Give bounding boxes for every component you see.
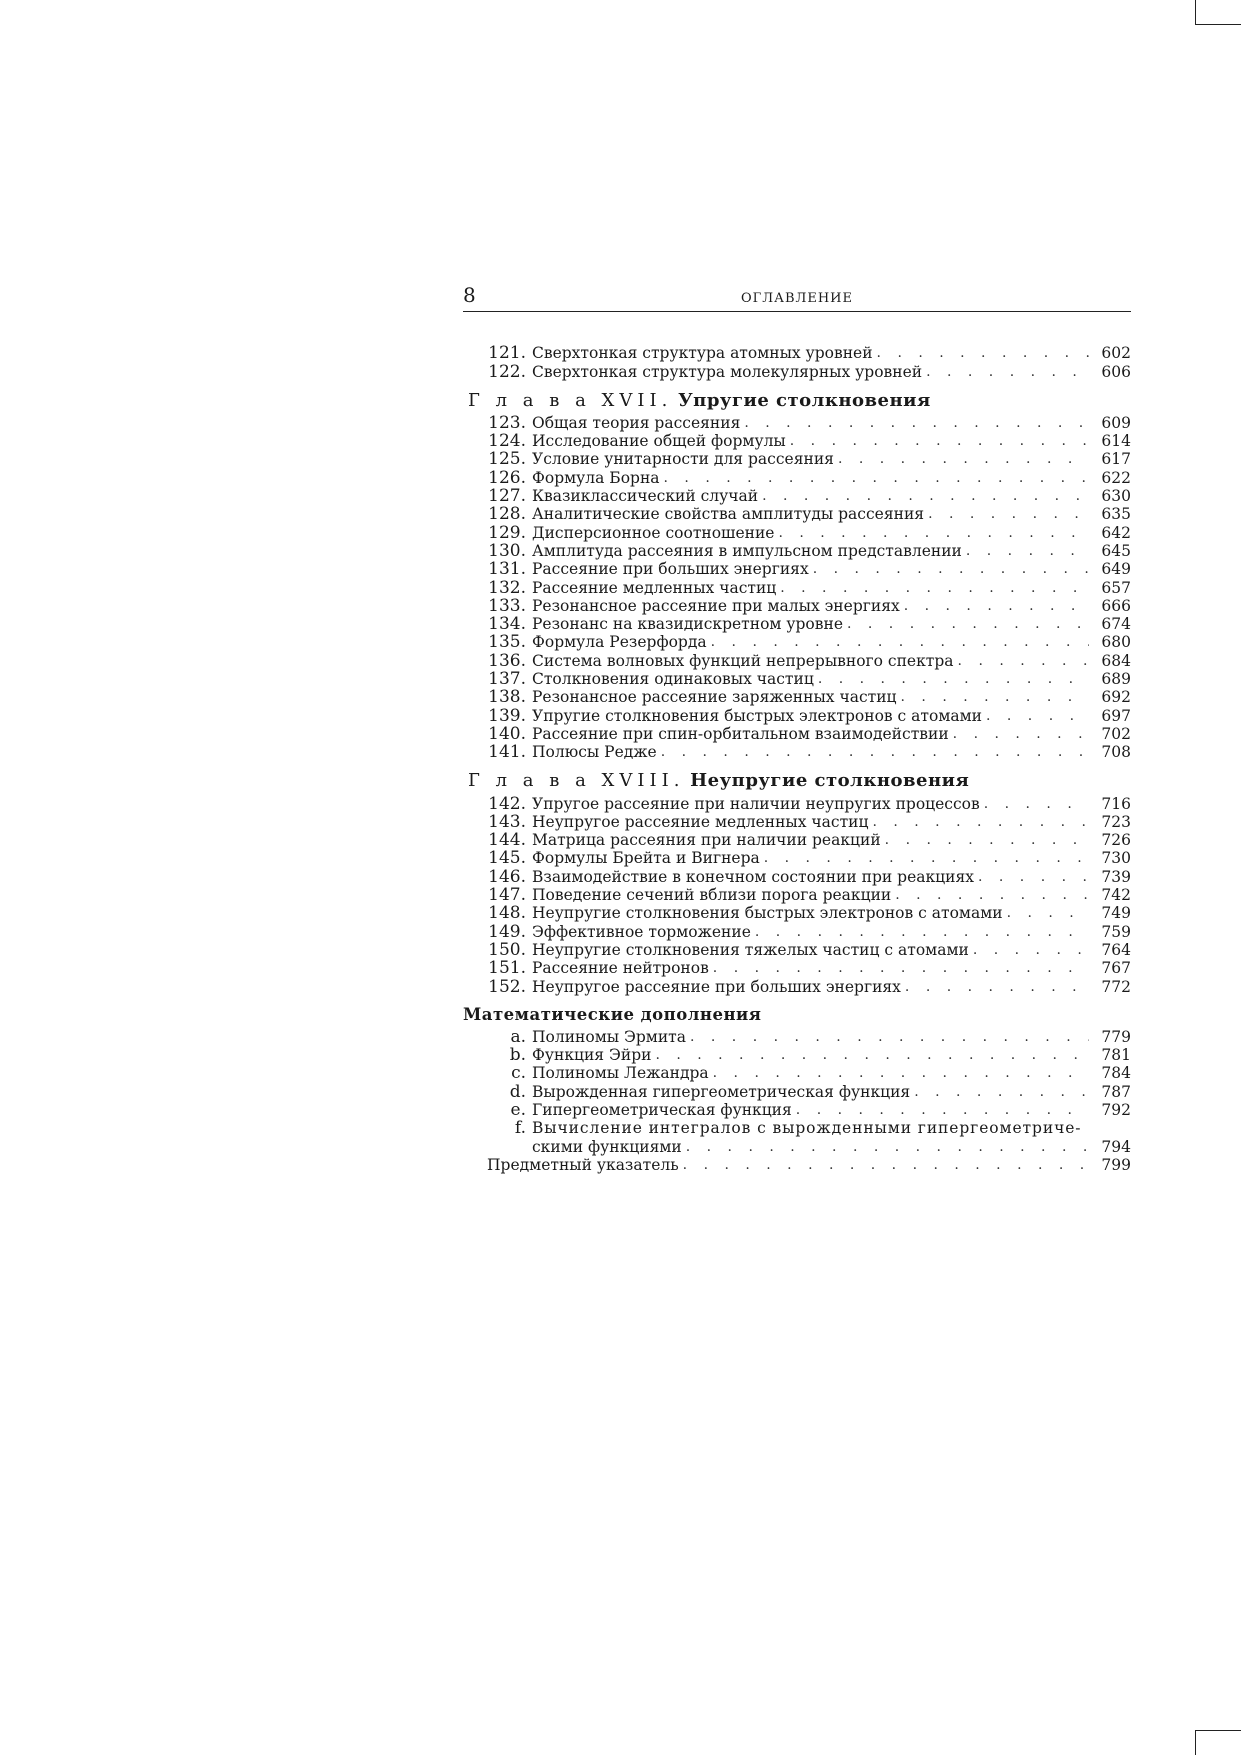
entry-title: Рассеяние медленных частиц <box>532 578 777 597</box>
crop-mark-bottom-horizontal <box>1195 1730 1241 1731</box>
toc-entry[interactable] <box>463 542 1131 560</box>
entry-page: 799 <box>1101 1155 1131 1174</box>
dot-leader <box>905 978 1089 996</box>
entry-title: Условие унитарности для рассеяния <box>532 450 834 469</box>
entry-page: 657 <box>1101 578 1131 597</box>
crop-mark-top-horizontal <box>1195 24 1241 25</box>
toc-entry[interactable] <box>463 487 1131 505</box>
entry-title: Гипергеометрическая функция <box>532 1100 792 1119</box>
toc-entry[interactable] <box>463 725 1131 743</box>
toc-entry[interactable] <box>463 922 1131 940</box>
entry-title: Взаимодействие в конечном состоянии при реакциях <box>532 867 974 886</box>
entry-title: Функция Эйри <box>532 1046 652 1065</box>
dot-leader <box>978 868 1089 886</box>
chapter-label: Г л а в а XVII. <box>468 389 673 411</box>
toc-entry[interactable] <box>463 941 1131 959</box>
entry-number: 152. <box>488 976 526 997</box>
dot-leader <box>686 1138 1089 1156</box>
page-number: 8 <box>463 283 476 307</box>
entry-page: 749 <box>1101 904 1131 923</box>
entry-page: 781 <box>1101 1046 1131 1065</box>
toc-entry[interactable] <box>463 615 1131 633</box>
entry-page: 649 <box>1101 560 1131 579</box>
entry-number: 146. <box>488 866 526 887</box>
toc-entry[interactable] <box>463 688 1131 706</box>
entry-number: 147. <box>488 885 526 906</box>
toc-entry[interactable] <box>463 1119 1131 1137</box>
entry-title: Резонансное рассеяние при малых энергиях <box>532 596 900 615</box>
entry-page: 614 <box>1101 432 1131 451</box>
dot-leader <box>958 652 1089 670</box>
entry-title: Система волновых функций непрерывного спектра <box>532 651 954 670</box>
entry-page: 794 <box>1101 1137 1131 1156</box>
dot-leader <box>904 597 1089 615</box>
toc-entry[interactable] <box>463 743 1131 761</box>
entry-number: 144. <box>488 830 526 851</box>
dot-leader <box>796 1101 1089 1119</box>
entry-title: Аналитические свойства амплитуды рассеяния <box>532 505 925 524</box>
entry-title: Рассеяние нейтронов <box>532 959 709 978</box>
entry-page: 787 <box>1101 1082 1131 1101</box>
entry-title: скими функциями <box>532 1137 682 1156</box>
entry-title: Предметный указатель <box>487 1155 679 1174</box>
dot-leader <box>713 959 1089 977</box>
toc-entry[interactable] <box>463 1028 1131 1046</box>
toc-entry[interactable] <box>463 977 1131 995</box>
entry-title: Поведение сечений вблизи порога реакции <box>532 886 892 905</box>
entry-number: 138. <box>488 687 526 708</box>
entry-title: Неупругое рассеяние при больших энергиях <box>532 977 901 996</box>
entry-page: 697 <box>1101 706 1131 725</box>
entry-number: 130. <box>488 540 526 561</box>
toc-entry[interactable] <box>463 468 1131 486</box>
entry-number: 123. <box>488 412 526 433</box>
entry-page: 742 <box>1101 886 1131 905</box>
entry-number: 129. <box>488 522 526 543</box>
entry-number: 139. <box>488 705 526 726</box>
toc-entry[interactable] <box>463 849 1131 867</box>
toc-entry[interactable] <box>463 670 1131 688</box>
crop-mark-top-vertical <box>1195 0 1196 24</box>
entry-number: 142. <box>488 793 526 814</box>
dot-leader <box>762 487 1089 505</box>
entry-page: 642 <box>1101 523 1131 542</box>
toc-entry[interactable] <box>463 651 1131 669</box>
dot-leader <box>655 1046 1089 1064</box>
entry-number: a. <box>510 1026 526 1047</box>
table-of-contents <box>463 344 1131 996</box>
appendix-list <box>463 1028 1131 1156</box>
entry-number: 127. <box>488 486 526 507</box>
dot-leader <box>1007 904 1089 922</box>
entry-title: Эффективное торможение <box>532 922 751 941</box>
entry-page: 684 <box>1101 651 1131 670</box>
entry-page: 635 <box>1101 505 1131 524</box>
dot-leader <box>713 1064 1089 1082</box>
dot-leader <box>838 450 1089 468</box>
toc-entry[interactable] <box>463 523 1131 541</box>
entry-page: 739 <box>1101 867 1131 886</box>
entry-number: 145. <box>488 848 526 869</box>
dot-leader <box>790 432 1089 450</box>
entry-page: 630 <box>1101 487 1131 506</box>
entry-number: 136. <box>488 650 526 671</box>
entry-title: Рассеяние при спин-орбитальном взаимодействии <box>532 724 949 743</box>
entry-number: 141. <box>488 742 526 763</box>
entry-title: Общая теория рассеяния <box>532 413 741 432</box>
entry-number: 122. <box>488 361 526 382</box>
entry-number: 126. <box>488 467 526 488</box>
dot-leader <box>914 1083 1089 1101</box>
entry-page: 779 <box>1101 1027 1131 1046</box>
toc-entry[interactable] <box>463 1137 1131 1155</box>
entry-page: 772 <box>1101 977 1131 996</box>
entry-page: 645 <box>1101 541 1131 560</box>
entry-page: 767 <box>1101 959 1131 978</box>
entry-title: Рассеяние при больших энергиях <box>532 560 809 579</box>
entry-title: Резонанс на квазидискретном уровне <box>532 615 843 634</box>
entry-page: 692 <box>1101 688 1131 707</box>
entry-number: b. <box>509 1045 526 1066</box>
toc-entry[interactable] <box>463 1046 1131 1064</box>
toc-entry[interactable] <box>463 1082 1131 1100</box>
toc-entry[interactable] <box>463 1064 1131 1082</box>
chapter-title: Неупругие столкновения <box>690 770 970 792</box>
toc-entry[interactable] <box>463 706 1131 724</box>
entry-number: 125. <box>488 449 526 470</box>
dot-leader <box>847 615 1089 633</box>
entry-page: 606 <box>1101 362 1131 381</box>
entry-page: 666 <box>1101 596 1131 615</box>
toc-entry[interactable] <box>463 813 1131 831</box>
entry-number: 151. <box>488 958 526 979</box>
dot-leader <box>953 725 1089 743</box>
dot-leader <box>683 1156 1089 1174</box>
dot-leader <box>711 633 1089 651</box>
entry-number: 140. <box>488 723 526 744</box>
chapter-title: Упругие столкновения <box>678 389 931 411</box>
toc-entry[interactable] <box>463 867 1131 885</box>
dot-leader <box>895 886 1089 904</box>
entry-title: Неупругое рассеяние медленных частиц <box>532 812 869 831</box>
entry-page: 764 <box>1101 940 1131 959</box>
toc-entry[interactable] <box>463 1101 1131 1119</box>
entry-title: Сверхтонкая структура атомных уровней <box>532 344 873 363</box>
dot-leader <box>986 707 1089 725</box>
dot-leader <box>928 505 1089 523</box>
toc-entry[interactable] <box>463 794 1131 812</box>
entry-page: 674 <box>1101 615 1131 634</box>
entry-title: Исследование общей формулы <box>532 432 786 451</box>
dot-leader <box>966 542 1089 560</box>
entry-page: 680 <box>1101 633 1131 652</box>
entry-number: 131. <box>488 559 526 580</box>
chapter-heading <box>468 387 1131 414</box>
toc-entry[interactable] <box>463 362 1131 380</box>
dot-leader <box>780 579 1089 597</box>
crop-mark-bottom-vertical <box>1195 1730 1196 1755</box>
toc-entry[interactable] <box>463 886 1131 904</box>
entry-page: 708 <box>1101 743 1131 762</box>
chapter-heading <box>468 767 1131 794</box>
toc-entry[interactable] <box>463 344 1131 362</box>
toc-entry[interactable] <box>463 959 1131 977</box>
entry-number: 143. <box>488 811 526 832</box>
entry-title: Матрица рассеяния при наличии реакций <box>532 831 881 850</box>
entry-title: Формула Борна <box>532 468 660 487</box>
entry-page: 723 <box>1101 812 1131 831</box>
toc-entry[interactable] <box>463 432 1131 450</box>
entry-page: 730 <box>1101 849 1131 868</box>
entry-title: Квазиклассический случай <box>532 487 759 506</box>
entry-page: 792 <box>1101 1100 1131 1119</box>
toc-entry[interactable] <box>463 560 1131 578</box>
entry-page: 759 <box>1101 922 1131 941</box>
entry-number: 148. <box>488 903 526 924</box>
entry-title: Полюсы Редже <box>532 743 657 762</box>
dot-leader <box>813 560 1089 578</box>
entry-number: 121. <box>488 343 526 364</box>
toc-page <box>463 283 1131 1174</box>
entry-title: Формулы Брейта и Вигнера <box>532 849 760 868</box>
entry-number: c. <box>511 1063 526 1084</box>
page-header <box>463 283 1131 312</box>
entry-page: 622 <box>1101 468 1131 487</box>
entry-title: Неупругие столкновения быстрых электронов с атомами <box>532 904 1003 923</box>
toc-entry-index[interactable] <box>463 1156 1131 1174</box>
dot-leader <box>664 469 1089 487</box>
entry-title: Столкновения одинаковых частиц <box>532 670 814 689</box>
toc-entry[interactable] <box>463 831 1131 849</box>
toc-entry[interactable] <box>463 597 1131 615</box>
entry-page: 716 <box>1101 794 1131 813</box>
entry-page: 702 <box>1101 724 1131 743</box>
entry-title: Амплитуда рассеяния в импульсном представлении <box>532 541 962 560</box>
toc-entry[interactable] <box>463 904 1131 922</box>
entry-title: Резонансное рассеяние заряженных частиц <box>532 688 897 707</box>
running-head: ОГЛАВЛЕНИЕ <box>740 291 853 306</box>
dot-leader <box>778 524 1089 542</box>
entry-number: 135. <box>488 632 526 653</box>
entry-number: e. <box>510 1099 526 1120</box>
entry-page: 726 <box>1101 831 1131 850</box>
toc-entry[interactable] <box>463 505 1131 523</box>
entry-number: 137. <box>488 669 526 690</box>
entry-page: 609 <box>1101 413 1131 432</box>
entry-number: 134. <box>488 614 526 635</box>
dot-leader <box>744 414 1089 432</box>
entry-title: Полиномы Эрмита <box>532 1027 686 1046</box>
toc-entry[interactable] <box>463 633 1131 651</box>
entry-title: Упругие столкновения быстрых электронов с атомами <box>532 706 982 725</box>
dot-leader <box>764 849 1089 867</box>
entry-title: Дисперсионное соотношение <box>532 523 775 542</box>
dot-leader <box>973 941 1089 959</box>
dot-leader <box>901 688 1089 706</box>
entry-title: Формула Резерфорда <box>532 633 707 652</box>
entry-page: 602 <box>1101 344 1131 363</box>
dot-leader <box>885 831 1089 849</box>
entry-number: d. <box>509 1081 526 1102</box>
entry-title: Упругое рассеяние при наличии неупругих процессов <box>532 794 980 813</box>
entry-title: Неупругие столкновения тяжелых частиц с атомами <box>532 940 969 959</box>
toc-entry[interactable] <box>463 578 1131 596</box>
dot-leader <box>690 1028 1089 1046</box>
dot-leader <box>661 743 1089 761</box>
dot-leader <box>984 795 1089 813</box>
entry-title: Вычисление интегралов с вырожденными гипергеометриче- <box>532 1119 1082 1138</box>
toc-entry[interactable] <box>463 414 1131 432</box>
dot-leader <box>872 813 1089 831</box>
dot-leader <box>818 670 1089 688</box>
entry-title: Полиномы Лежандра <box>532 1064 709 1083</box>
toc-entry[interactable] <box>463 450 1131 468</box>
entry-title: Сверхтонкая структура молекулярных уровней <box>532 362 923 381</box>
entry-number: f. <box>514 1118 526 1139</box>
appendix-heading: Математические дополнения <box>463 1004 762 1024</box>
dot-leader <box>877 344 1089 362</box>
entry-page: 784 <box>1101 1064 1131 1083</box>
entry-number: 150. <box>488 939 526 960</box>
entry-number: 128. <box>488 504 526 525</box>
entry-page: 617 <box>1101 450 1131 469</box>
dot-leader <box>926 363 1089 381</box>
dot-leader <box>755 923 1089 941</box>
entry-number: 133. <box>488 595 526 616</box>
chapter-label: Г л а в а XVIII. <box>468 770 685 792</box>
entry-number: 124. <box>488 431 526 452</box>
entry-number: 132. <box>488 577 526 598</box>
entry-page: 689 <box>1101 670 1131 689</box>
entry-number: 149. <box>488 921 526 942</box>
entry-title: Вырожденная гипергеометрическая функция <box>532 1082 911 1101</box>
